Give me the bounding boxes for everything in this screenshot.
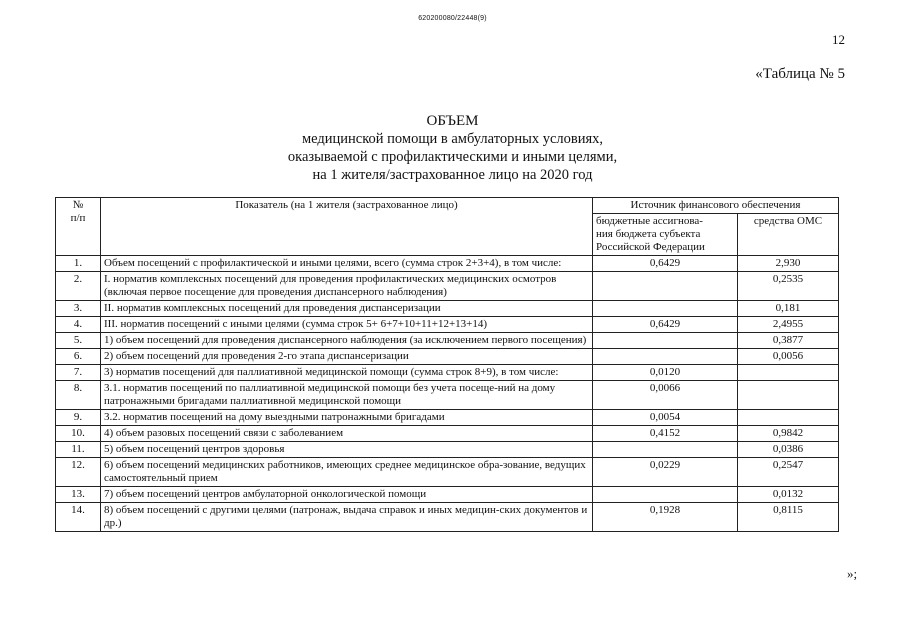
row-number: 5. bbox=[56, 333, 101, 349]
row-indicator: III. норматив посещений с иными целями (сумма строк 5+ 6+7+10+11+12+13+14) bbox=[101, 317, 593, 333]
table-reference: «Таблица № 5 bbox=[755, 66, 845, 82]
row-indicator: 6) объем посещений медицинских работников, имеющих среднее медицинское обра-зование, ведущих самостоятельный прием bbox=[101, 458, 593, 487]
row-budget-value: 0,0120 bbox=[593, 365, 738, 381]
row-oms-value: 0,8115 bbox=[738, 503, 839, 532]
row-indicator: 2) объем посещений для проведения 2-го этапа диспансеризации bbox=[101, 349, 593, 365]
table-row bbox=[56, 256, 839, 272]
document-code: 620200080/22448(9) bbox=[418, 15, 487, 22]
table-row bbox=[56, 381, 839, 410]
row-budget-value: 0,0066 bbox=[593, 381, 738, 410]
row-budget-value bbox=[593, 487, 738, 503]
table-row bbox=[56, 301, 839, 317]
title-line-3: оказываемой с профилактическими и иными целями, bbox=[287, 149, 618, 165]
header-budget: бюджетные ассигнова- ния бюджета субъекта Российской Федерации bbox=[593, 214, 738, 256]
row-oms-value: 2,930 bbox=[738, 256, 839, 272]
header-number: № п/п bbox=[56, 198, 101, 256]
row-oms-value: 0,0056 bbox=[738, 349, 839, 365]
row-budget-value bbox=[593, 301, 738, 317]
row-oms-value: 0,2547 bbox=[738, 458, 839, 487]
row-indicator: Объем посещений с профилактической и иными целями, всего (сумма строк 2+3+4), в том числе: bbox=[101, 256, 593, 272]
table-row bbox=[56, 458, 839, 487]
row-number: 2. bbox=[56, 272, 101, 301]
row-budget-value: 0,0229 bbox=[593, 458, 738, 487]
table-row bbox=[56, 349, 839, 365]
document-title bbox=[0, 112, 905, 184]
row-number: 13. bbox=[56, 487, 101, 503]
row-number: 14. bbox=[56, 503, 101, 532]
row-oms-value: 0,181 bbox=[738, 301, 839, 317]
row-budget-value bbox=[593, 349, 738, 365]
row-indicator: 5) объем посещений центров здоровья bbox=[101, 442, 593, 458]
table-row bbox=[56, 365, 839, 381]
row-oms-value bbox=[738, 410, 839, 426]
row-oms-value: 0,3877 bbox=[738, 333, 839, 349]
row-number: 12. bbox=[56, 458, 101, 487]
row-number: 8. bbox=[56, 381, 101, 410]
table-row bbox=[56, 426, 839, 442]
row-indicator: 3) норматив посещений для паллиативной медицинской помощи (сумма строк 8+9), в том числе: bbox=[101, 365, 593, 381]
row-indicator: 8) объем посещений с другими целями (патронаж, выдача справок и иных медицин-ских документов и др.) bbox=[101, 503, 593, 532]
row-oms-value: 0,0132 bbox=[738, 487, 839, 503]
row-budget-value: 0,1928 bbox=[593, 503, 738, 532]
row-number: 11. bbox=[56, 442, 101, 458]
row-number: 4. bbox=[56, 317, 101, 333]
row-oms-value bbox=[738, 381, 839, 410]
row-indicator: 7) объем посещений центров амбулаторной онкологической помощи bbox=[101, 487, 593, 503]
row-budget-value bbox=[593, 333, 738, 349]
title-heading: ОБЪЕМ bbox=[426, 113, 479, 129]
row-number: 1. bbox=[56, 256, 101, 272]
page-number: 12 bbox=[832, 32, 845, 47]
row-number: 6. bbox=[56, 349, 101, 365]
row-budget-value: 0,6429 bbox=[593, 256, 738, 272]
row-number: 10. bbox=[56, 426, 101, 442]
table-body bbox=[56, 256, 839, 532]
header-indicator: Показатель (на 1 жителя (застрахованное лицо) bbox=[101, 198, 593, 256]
row-indicator: 1) объем посещений для проведения диспансерного наблюдения (за исключением первого посещения) bbox=[101, 333, 593, 349]
row-oms-value: 0,0386 bbox=[738, 442, 839, 458]
table-row bbox=[56, 503, 839, 532]
row-indicator: 3.1. норматив посещений по паллиативной медицинской помощи без учета посеще-ний на дому патронажными бригадами паллиативной медицинской помощи bbox=[101, 381, 593, 410]
row-number: 7. bbox=[56, 365, 101, 381]
table-row bbox=[56, 272, 839, 301]
row-number: 9. bbox=[56, 410, 101, 426]
title-line-4: на 1 жителя/застрахованное лицо на 2020 год bbox=[312, 167, 593, 183]
row-oms-value: 0,9842 bbox=[738, 426, 839, 442]
row-indicator: I. норматив комплексных посещений для проведения профилактических медицинских осмотров (включая первое посещение для проведения диспансерного наблюдения) bbox=[101, 272, 593, 301]
row-oms-value: 0,2535 bbox=[738, 272, 839, 301]
row-budget-value bbox=[593, 442, 738, 458]
table-row bbox=[56, 487, 839, 503]
row-budget-value bbox=[593, 272, 738, 301]
row-indicator: 3.2. норматив посещений на дому выездными патронажными бригадами bbox=[101, 410, 593, 426]
closing-quote-mark: »; bbox=[847, 566, 858, 581]
header-funding-source: Источник финансового обеспечения bbox=[593, 198, 839, 214]
table-row bbox=[56, 333, 839, 349]
row-oms-value bbox=[738, 365, 839, 381]
table-row bbox=[56, 442, 839, 458]
row-number: 3. bbox=[56, 301, 101, 317]
title-line-2: медицинской помощи в амбулаторных условиях, bbox=[301, 131, 604, 147]
row-oms-value: 2,4955 bbox=[738, 317, 839, 333]
table-row bbox=[56, 317, 839, 333]
row-budget-value: 0,6429 bbox=[593, 317, 738, 333]
table-row bbox=[56, 410, 839, 426]
row-budget-value: 0,4152 bbox=[593, 426, 738, 442]
row-budget-value: 0,0054 bbox=[593, 410, 738, 426]
row-indicator: 4) объем разовых посещений связи с заболеванием bbox=[101, 426, 593, 442]
row-indicator: II. норматив комплексных посещений для проведения диспансеризации bbox=[101, 301, 593, 317]
volume-table bbox=[55, 197, 839, 532]
header-oms: средства ОМС bbox=[738, 214, 839, 256]
